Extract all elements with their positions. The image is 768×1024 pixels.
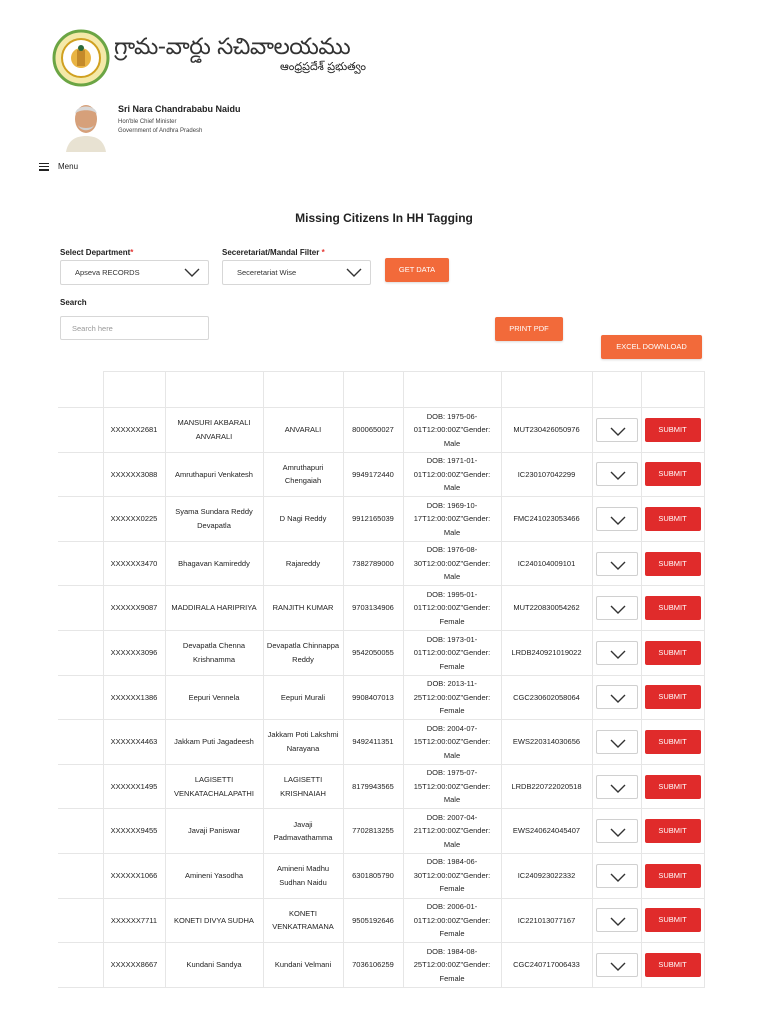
mobile-cell: 9703134906 [343,586,403,631]
empty-cell [58,452,103,497]
details-cell: DOB: 1984-08-25T12:00:00Z"Gender: Female [403,943,501,988]
relation-name-cell: Rajareddy [263,541,343,586]
reference-cell: MUT230426050976 [501,408,592,453]
submit-button[interactable]: SUBMIT [645,418,701,442]
masked-id-cell: XXXXXX7711 [103,898,165,943]
citizens-table [58,371,704,987]
citizen-name-cell: Amineni Yasodha [165,853,263,898]
table-row [58,408,704,453]
andhra-pradesh-emblem-icon [52,28,110,88]
reference-cell: CGC230602058064 [501,675,592,720]
row-action-select[interactable] [596,596,638,620]
department-select[interactable] [60,260,209,285]
reference-cell: IC240923022332 [501,853,592,898]
citizen-name-cell: Devapatla Chenna Krishnamma [165,630,263,675]
relation-name-cell: Kundani Velmani [263,943,343,988]
hamburger-icon [39,163,49,171]
chevron-down-icon [184,268,200,278]
get-data-button[interactable]: GET DATA [385,258,449,282]
reference-cell: IC230107042299 [501,452,592,497]
table-row [58,943,704,988]
masked-id-cell: XXXXXX4463 [103,720,165,765]
menu-label: Menu [58,162,79,171]
submit-button[interactable]: SUBMIT [645,552,701,576]
mobile-cell: 9542050055 [343,630,403,675]
header-cell [641,372,704,408]
submit-cell [641,898,704,943]
details-cell: DOB: 2013-11-25T12:00:00Z"Gender: Female [403,675,501,720]
table-row [58,764,704,809]
mobile-cell: 7382789000 [343,541,403,586]
chevron-down-icon [610,784,626,793]
print-pdf-button[interactable]: PRINT PDF [495,317,563,341]
submit-cell [641,630,704,675]
row-action-select[interactable] [596,730,638,754]
header-cell [403,372,501,408]
chevron-down-icon [610,471,626,480]
chevron-down-icon [610,873,626,882]
relation-name-cell: Jakkam Poti Lakshmi Narayana [263,720,343,765]
action-select-cell [592,586,641,631]
masked-id-cell: XXXXXX1495 [103,764,165,809]
action-select-cell [592,898,641,943]
submit-button[interactable]: SUBMIT [645,462,701,486]
action-select-cell [592,497,641,542]
site-logo[interactable] [52,28,367,90]
avatar [62,94,110,152]
details-cell: DOB: 1969-10-17T12:00:00Z"Gender: Male [403,497,501,542]
relation-name-cell: Amruthapuri Chengaiah [263,452,343,497]
citizen-name-cell: Eepuri Vennela [165,675,263,720]
empty-cell [58,853,103,898]
details-cell: DOB: 1971-01-01T12:00:00Z"Gender: Male [403,452,501,497]
reference-cell: EWS240624045407 [501,809,592,854]
relation-name-cell: KONETI VENKATRAMANA [263,898,343,943]
menu-button[interactable] [39,162,78,171]
empty-cell [58,497,103,542]
mobile-cell: 9912165039 [343,497,403,542]
details-cell: DOB: 1976-08-30T12:00:00Z"Gender: Male [403,541,501,586]
submit-button[interactable]: SUBMIT [645,775,701,799]
chevron-down-icon [610,828,626,837]
citizen-name-cell: LAGISETTI VENKATACHALAPATHI [165,764,263,809]
empty-cell [58,675,103,720]
header-cell [58,372,103,408]
action-select-cell [592,720,641,765]
header-cell [103,372,165,408]
logo-subtitle: ఆంధ్రప్రదేశ్ ప్రభుత్వం [280,60,367,73]
secretariat-label: Seceretariat/Mandal Filter * [222,248,325,257]
mobile-cell: 8179943565 [343,764,403,809]
citizen-name-cell: Amruthapuri Venkatesh [165,452,263,497]
citizen-name-cell: Bhagavan Kamireddy [165,541,263,586]
chevron-down-icon [610,605,626,614]
submit-cell [641,586,704,631]
submit-button[interactable]: SUBMIT [645,864,701,888]
action-select-cell [592,408,641,453]
masked-id-cell: XXXXXX9455 [103,809,165,854]
reference-cell: IC240104009101 [501,541,592,586]
table-row [58,630,704,675]
details-cell: DOB: 2007-04-21T12:00:00Z"Gender: Male [403,809,501,854]
chevron-down-icon [610,694,626,703]
search-input[interactable] [60,316,209,340]
row-action-select[interactable] [596,507,638,531]
details-cell: DOB: 1995-01-01T12:00:00Z"Gender: Female [403,586,501,631]
details-cell: DOB: 1973-01-01T12:00:00Z"Gender: Female [403,630,501,675]
chevron-down-icon [610,650,626,659]
mobile-cell: 9949172440 [343,452,403,497]
chevron-down-icon [610,739,626,748]
relation-name-cell: Javaji Padmavathamma [263,809,343,854]
mobile-cell: 6301805790 [343,853,403,898]
citizen-name-cell: MANSURI AKBARALI ANVARALI [165,408,263,453]
table-row [58,675,704,720]
empty-cell [58,943,103,988]
table-row [58,586,704,631]
masked-id-cell: XXXXXX1066 [103,853,165,898]
submit-cell [641,809,704,854]
action-select-cell [592,541,641,586]
header-cell [165,372,263,408]
chevron-down-icon [610,427,626,436]
reference-cell: EWS220314030656 [501,720,592,765]
masked-id-cell: XXXXXX0225 [103,497,165,542]
citizen-name-cell: Javaji Paniswar [165,809,263,854]
relation-name-cell: ANVARALI [263,408,343,453]
relation-name-cell: LAGISETTI KRISHNAIAH [263,764,343,809]
header-cell [263,372,343,408]
row-action-select[interactable] [596,552,638,576]
details-cell: DOB: 1984-06-30T12:00:00Z"Gender: Female [403,853,501,898]
submit-cell [641,408,704,453]
cm-government: Government of Andhra Pradesh [118,128,203,134]
chevron-down-icon [346,268,362,278]
department-label: Select Department* [60,248,134,257]
chevron-down-icon [610,561,626,570]
action-select-cell [592,764,641,809]
mobile-cell: 9908407013 [343,675,403,720]
details-cell: DOB: 2006-01-01T12:00:00Z"Gender: Female [403,898,501,943]
reference-cell: FMC241023053466 [501,497,592,542]
cm-role: Hon'ble Chief Minister [118,119,177,125]
mobile-cell: 9505192646 [343,898,403,943]
submit-button[interactable]: SUBMIT [645,596,701,620]
action-select-cell [592,853,641,898]
submit-button[interactable]: SUBMIT [645,685,701,709]
citizen-name-cell: MADDIRALA HARIPRIYA [165,586,263,631]
empty-cell [58,720,103,765]
citizen-name-cell: Syama Sundara Reddy Devapatla [165,497,263,542]
excel-download-button[interactable]: EXCEL DOWNLOAD [601,335,702,359]
reference-cell: MUT220830054262 [501,586,592,631]
table-row [58,497,704,542]
submit-button[interactable]: SUBMIT [645,641,701,665]
relation-name-cell: Devapatla Chinnappa Reddy [263,630,343,675]
header-cell [501,372,592,408]
page-title: Missing Citizens In HH Tagging [295,211,473,225]
relation-name-cell: RANJITH KUMAR [263,586,343,631]
action-select-cell [592,630,641,675]
row-action-select[interactable] [596,641,638,665]
row-action-select[interactable] [596,864,638,888]
submit-button[interactable]: SUBMIT [645,819,701,843]
masked-id-cell: XXXXXX9087 [103,586,165,631]
action-select-cell [592,675,641,720]
masked-id-cell: XXXXXX8667 [103,943,165,988]
row-action-select[interactable] [596,418,638,442]
submit-cell [641,452,704,497]
submit-cell [641,675,704,720]
empty-cell [58,764,103,809]
citizen-name-cell: Jakkam Puti Jagadeesh [165,720,263,765]
chevron-down-icon [610,516,626,525]
empty-cell [58,809,103,854]
department-select-value: Apseva RECORDS [75,268,140,277]
masked-id-cell: XXXXXX1386 [103,675,165,720]
search-label: Search [60,298,87,307]
citizen-name-cell: Kundani Sandya [165,943,263,988]
submit-button[interactable]: SUBMIT [645,908,701,932]
submit-cell [641,764,704,809]
submit-cell [641,943,704,988]
action-select-cell [592,809,641,854]
row-action-select[interactable] [596,953,638,977]
masked-id-cell: XXXXXX3096 [103,630,165,675]
submit-button[interactable]: SUBMIT [645,507,701,531]
row-action-select[interactable] [596,819,638,843]
mobile-cell: 9492411351 [343,720,403,765]
reference-cell: LRDB220722020518 [501,764,592,809]
action-select-cell [592,452,641,497]
secretariat-select[interactable] [222,260,371,285]
table-row [58,452,704,497]
reference-cell: IC221013077167 [501,898,592,943]
row-action-select[interactable] [596,685,638,709]
submit-cell [641,853,704,898]
action-select-cell [592,943,641,988]
header-cell [592,372,641,408]
submit-button[interactable]: SUBMIT [645,953,701,977]
submit-cell [641,720,704,765]
mobile-cell: 7702813255 [343,809,403,854]
table-row [58,809,704,854]
row-action-select[interactable] [596,775,638,799]
submit-cell [641,497,704,542]
table-row [58,898,704,943]
empty-cell [58,541,103,586]
cm-name: Sri Nara Chandrababu Naidu [118,104,241,114]
header-cell [343,372,403,408]
details-cell: DOB: 2004-07-15T12:00:00Z"Gender: Male [403,720,501,765]
relation-name-cell: D Nagi Reddy [263,497,343,542]
logo-title: గ్రామ-వార్డు సచివాలయము [114,34,351,60]
chevron-down-icon [610,917,626,926]
chevron-down-icon [610,962,626,971]
table-header-row [58,372,704,408]
citizen-name-cell: KONETI DIVYA SUDHA [165,898,263,943]
submit-button[interactable]: SUBMIT [645,730,701,754]
submit-cell [641,541,704,586]
mobile-cell: 8000650027 [343,408,403,453]
relation-name-cell: Eepuri Murali [263,675,343,720]
mobile-cell: 7036106259 [343,943,403,988]
reference-cell: CGC240717006433 [501,943,592,988]
empty-cell [58,630,103,675]
reference-cell: LRDB240921019022 [501,630,592,675]
row-action-select[interactable] [596,908,638,932]
details-cell: DOB: 1975-06-01T12:00:00Z"Gender: Male [403,408,501,453]
masked-id-cell: XXXXXX2681 [103,408,165,453]
secretariat-select-value: Seceretariat Wise [237,268,297,277]
empty-cell [58,898,103,943]
details-cell: DOB: 1975-07-15T12:00:00Z"Gender: Male [403,764,501,809]
empty-cell [58,408,103,453]
masked-id-cell: XXXXXX3470 [103,541,165,586]
relation-name-cell: Amineni Madhu Sudhan Naidu [263,853,343,898]
table-row [58,541,704,586]
masked-id-cell: XXXXXX3088 [103,452,165,497]
table-row [58,720,704,765]
table-row [58,853,704,898]
empty-cell [58,586,103,631]
row-action-select[interactable] [596,462,638,486]
